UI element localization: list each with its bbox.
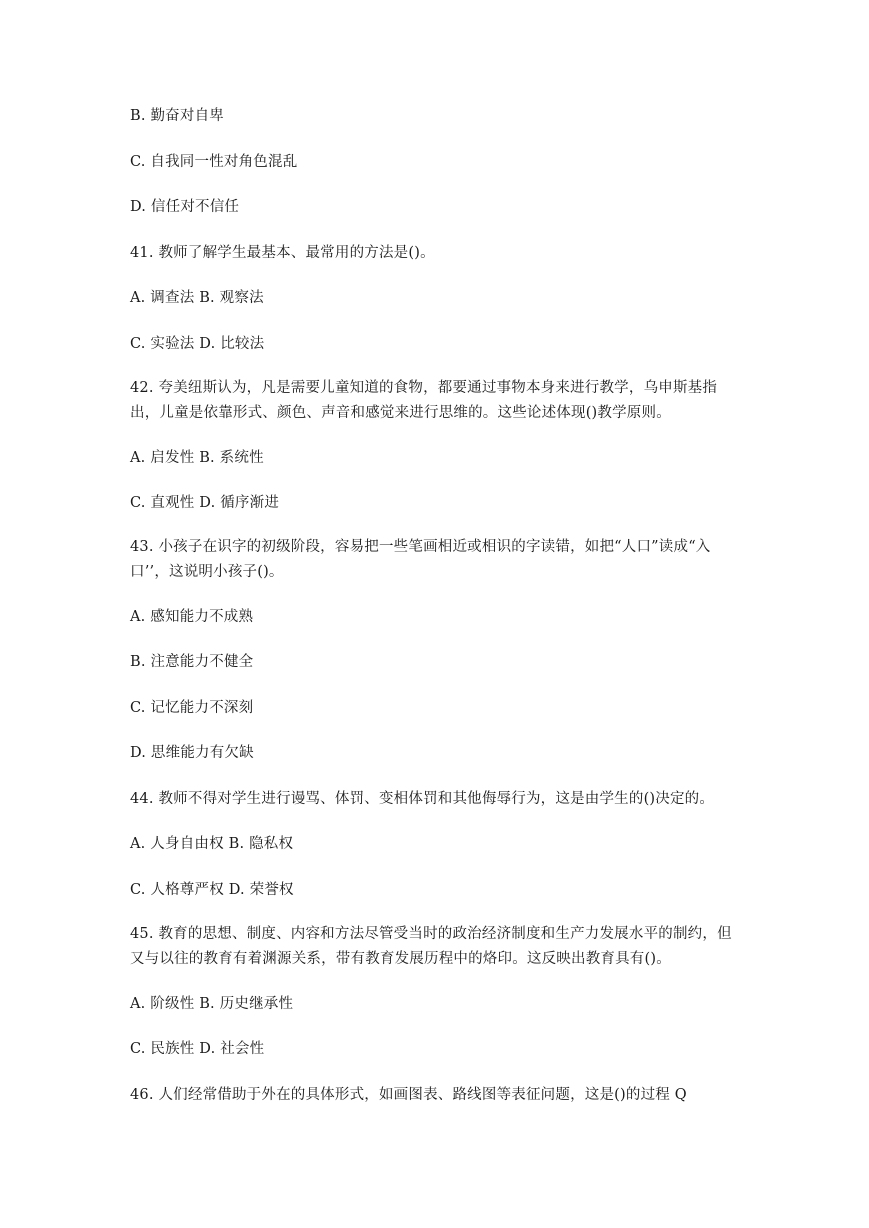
option-line: D. 信任对不信任 xyxy=(130,199,240,215)
question-45: 45. 教育的思想、制度、内容和方法尽管受当时的政治经济制度和生产力发展水平的制约，但又与以往的教育有着渊源关系，带有教育发展历程中的烙印。这反映出教育具有()。 xyxy=(130,926,732,967)
option-line: B. 注意能力不健全 xyxy=(130,654,254,670)
option-line: A. 启发性 B. 系统性 xyxy=(130,450,264,466)
question-46: 46. 人们经常借助于外在的具体形式，如画图表、路线图等表征问题，这是()的过程 Q xyxy=(130,1087,687,1103)
question-41: 41. 教师了解学生最基本、最常用的方法是()。 xyxy=(130,245,435,261)
option-line: A. 调查法 B. 观察法 xyxy=(130,290,264,306)
option-line: A. 阶级性 B. 历史继承性 xyxy=(130,996,294,1012)
option-line: C. 人格尊严权 D. 荣誉权 xyxy=(130,882,294,898)
option-line: C. 民族性 D. 社会性 xyxy=(130,1041,265,1057)
option-line: C. 直观性 D. 循序渐进 xyxy=(130,495,280,511)
question-43: 43. 小孩子在识字的初级阶段，容易把一些笔画相近或相识的字读错，如把“人口”读成“入口’’，这说明小孩子()。 xyxy=(130,539,711,580)
option-line: C. 自我同一性对角色混乱 xyxy=(130,154,298,170)
option-line: B. 勤奋对自卑 xyxy=(130,108,224,124)
question-42: 42. 夸美纽斯认为，凡是需要儿童知道的食物，都要通过事物本身来进行教学，乌申斯基指出，儿童是依靠形式、颜色、声音和感觉来进行思维的。这些论述体现()教学原则。 xyxy=(130,380,718,421)
option-line: D. 思维能力有欠缺 xyxy=(130,745,254,761)
option-line: C. 实验法 D. 比较法 xyxy=(130,336,265,352)
question-44: 44. 教师不得对学生进行谩骂、体罚、变相体罚和其他侮辱行为，这是由学生的()决定的。 xyxy=(130,791,715,807)
option-line: C. 记忆能力不深刻 xyxy=(130,700,254,716)
option-line: A. 人身自由权 B. 隐私权 xyxy=(130,836,294,852)
option-line: A. 感知能力不成熟 xyxy=(130,609,254,625)
